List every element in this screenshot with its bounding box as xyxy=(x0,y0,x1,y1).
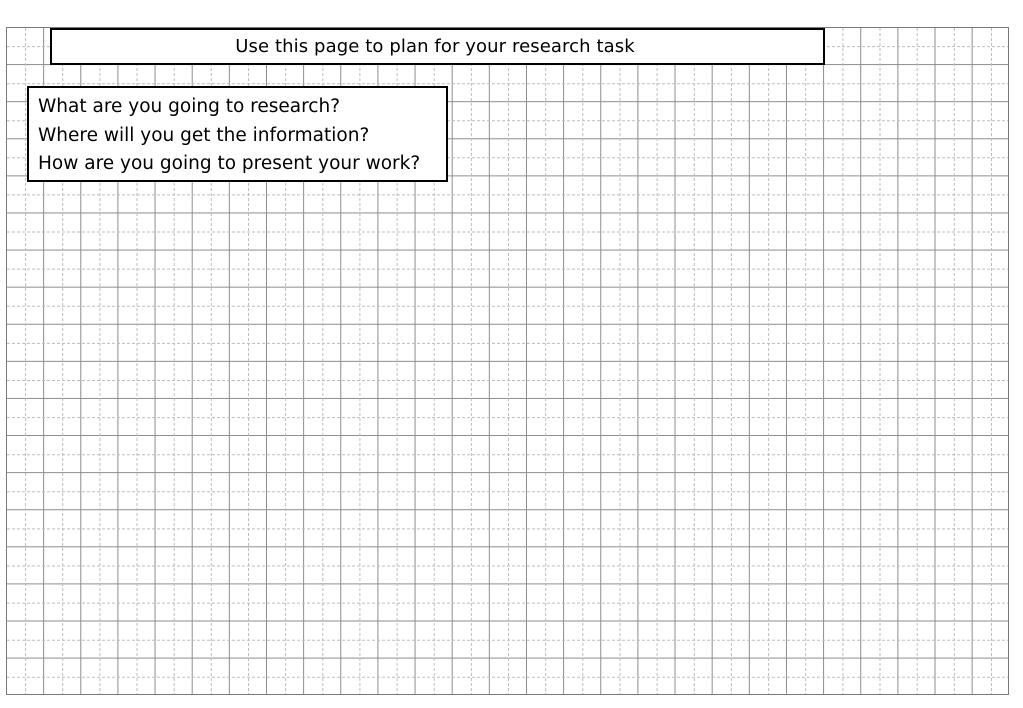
title-banner xyxy=(50,28,825,65)
question-research-topic: What are you going to research? xyxy=(38,96,341,117)
question-information-source: Where will you get the information? xyxy=(38,124,370,146)
question-presentation: How are you going to present your work? xyxy=(38,153,421,174)
question-box xyxy=(27,86,448,182)
page-title: Use this page to plan for your research task xyxy=(235,36,635,57)
